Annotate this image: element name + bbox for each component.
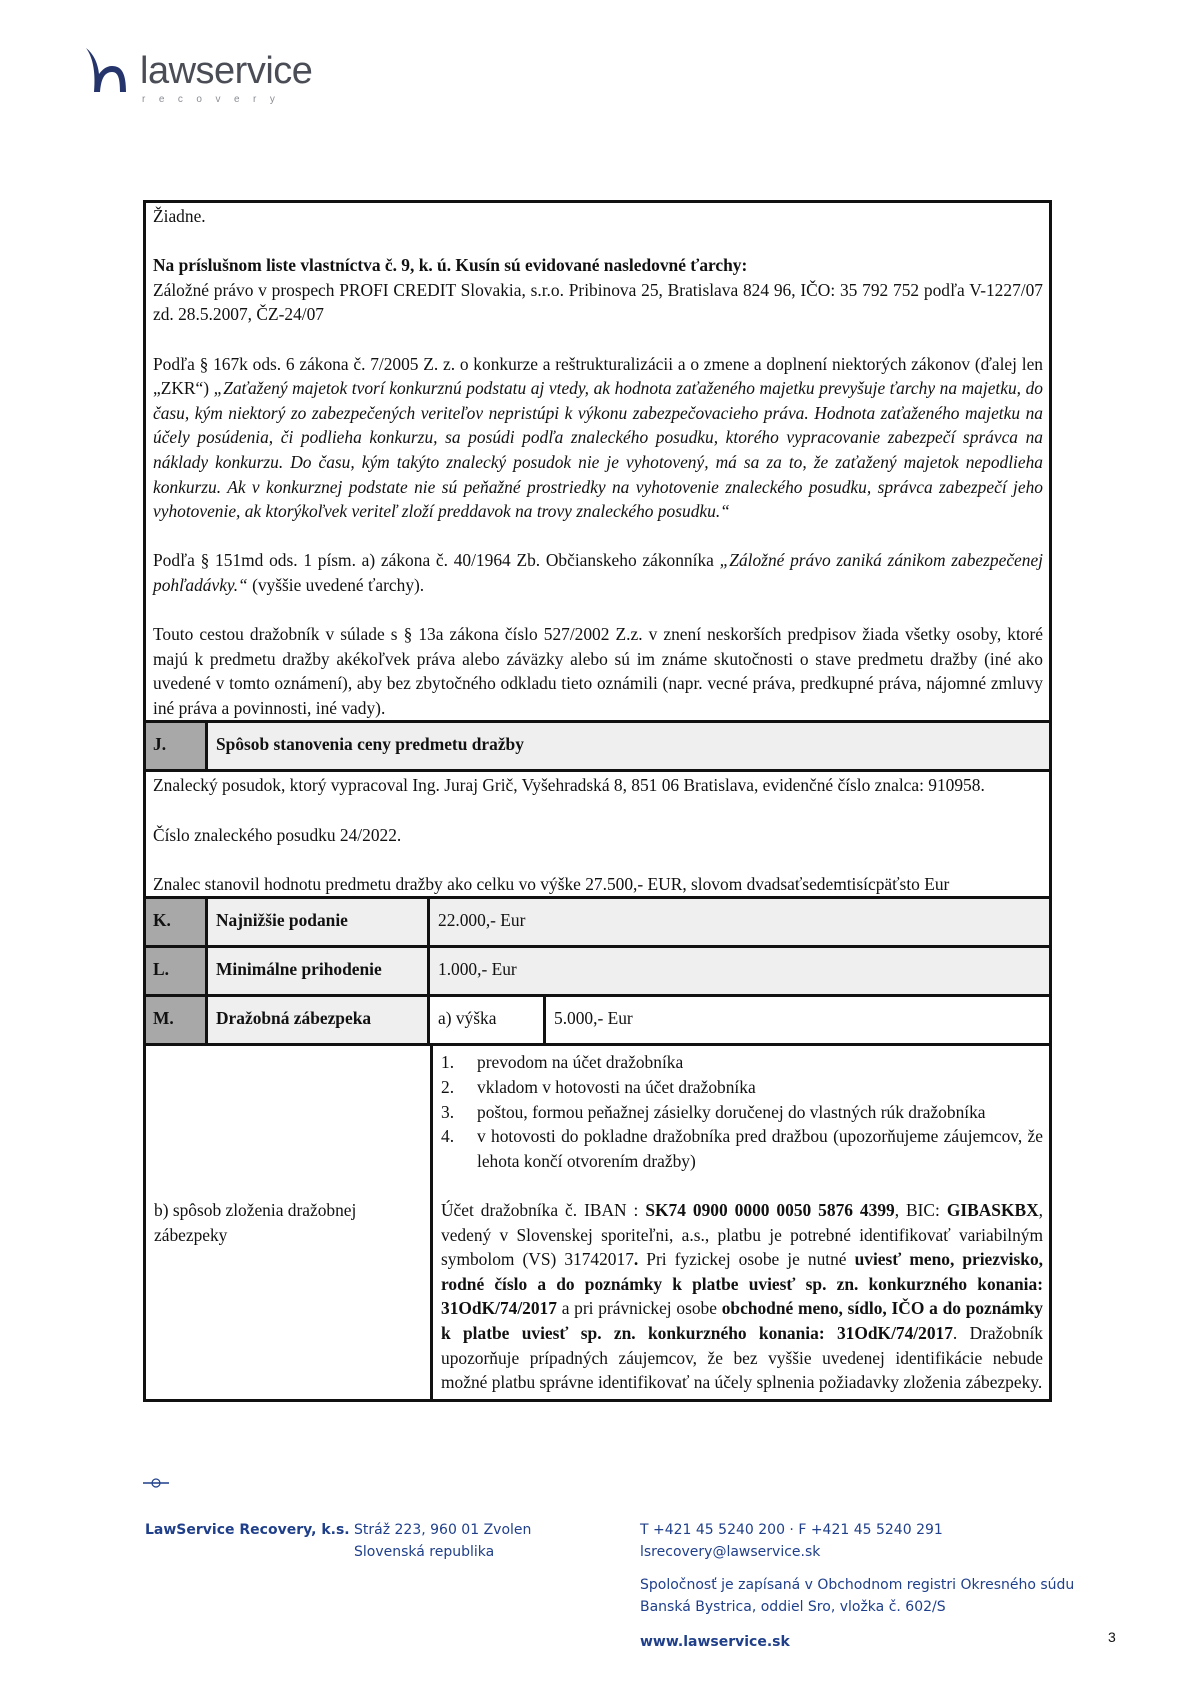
- logo-wordmark: lawservice: [140, 50, 313, 92]
- section-label: L.: [146, 948, 208, 994]
- section-label: K.: [146, 899, 208, 945]
- min-increment-value: 1.000,- Eur: [430, 948, 1049, 994]
- lawservice-logo-icon: [82, 46, 132, 102]
- encumbrances-heading: Na príslušnom liste vlastníctva č. 9, k. ú. Kusín sú evidované nasledovné ťarchy:: [153, 255, 748, 276]
- section-l-row: [146, 945, 1049, 994]
- list-item: 2. vkladom v hotovosti na účet dražobníka: [441, 1077, 756, 1098]
- footer-address: Stráž 223, 960 01 Zvolen Slovenská republika: [354, 1522, 532, 1560]
- list-item: 1. prevodom na účet dražobníka: [441, 1052, 684, 1073]
- zkr-paragraph: Podľa § 167k ods. 6 zákona č. 7/2005 Z. z. o konkurze a reštrukturalizácii a o zmene a doplnení niektorých zákonov (ďalej len „ZKR“) „Zaťažený majetok tvorí konkurznú podstatu aj vtedy, ak hodnota zaťaženého majetku prevyšuje ťarchy na majetku, do času, kým niektorý zo zabezpečených veriteľov nepristúpi k výkonu zabezpečovacieho práva. Hodnota zaťaženého majetku na účely posúdenia, či podlieha konkurzu, sa posúdi podľa znaleckého posudku, ktorého vypracovanie zabezpečí správca na náklady konkurzu. Do času, kým takýto znalecký posudok nie je vyhotovený, má sa za to, že zaťažený majetok nepodlieha konkurzu. Ak v konkurznej podstate nie sú peňažné prostriedky na vyhotovenie znaleckého posudku, správca zabezpečí jeho vyhotovenie, ak ktorýkoľvek veriteľ zloží preddavok na trovy znaleckého posudku.“: [153, 353, 1044, 522]
- footer-contact: [640, 1519, 943, 1563]
- logo-tagline: recovery: [142, 94, 289, 105]
- page-number: 3: [1108, 1629, 1116, 1645]
- field-name: Najnižšie podanie: [208, 899, 430, 945]
- company-logo: [82, 42, 342, 112]
- deposit-method-list: [441, 1050, 1043, 1173]
- footer-company: LawService Recovery, k.s.: [145, 1522, 350, 1538]
- auction-notice-table: [143, 200, 1052, 1402]
- section-j-header: [146, 720, 1049, 769]
- lowest-bid-value: 22.000,- Eur: [430, 899, 1049, 945]
- notice-paragraph: Touto cestou dražobník v súlade s § 13a zákona číslo 527/2002 Z.z. v znení neskorších predpisov žiada všetky osoby, ktoré majú k predmetu dražby akékoľvek práva alebo záväzky alebo sú im známe skutočnosti o stave predmetu dražby (iné ako uvedené v tomto oznámení), aby bez zbytočného odkladu tieto oznámili (napr. vecné práva, predkupné práva, nájomné zmluvy iné práva a povinnosti, iné vady).: [153, 624, 1043, 718]
- bank-account-paragraph: Účet dražobníka č. IBAN : SK74 0900 0000 0050 5876 4399, BIC: GIBASKBX, vedený v Slovenskej sporiteľni, a.s., platbu je potrebné identifikovať variabilným symbolom (VS) 31742017. Pri fyzickej osobe je nutné uviesť meno, priezvisko, rodné číslo a do poznámky k platbe uviesť sp. zn. konkurzného konania: 31OdK/74/2017 a pri právnickej osobe obchodné meno, sídlo, IČO a do poznámky k platbe uviesť sp. zn. konkurzného konania: 31OdK/74/2017. Dražobník upozorňuje prípadných záujemcov, že bez vyššie uvedenej identifikácie nebude možné platbu správne identifikovať na účely splnenia požiadavky zloženia zábezpeky.: [441, 1200, 1044, 1393]
- deposit-amount-value: 5.000,- Eur: [546, 997, 1049, 1043]
- none-text: Žiadne.: [153, 206, 206, 226]
- field-name: Dražobná zábezpeka: [208, 997, 430, 1043]
- deposit-method-details: [433, 1046, 1049, 1398]
- section-title: Spôsob stanovenia ceny predmetu dražby: [208, 723, 1049, 769]
- footer-website-link[interactable]: www.lawservice.sk: [640, 1634, 790, 1650]
- field-name: Minimálne prihodenie: [208, 948, 430, 994]
- deposit-method-label: b) spôsob zloženia dražobnej zábezpeky: [146, 1046, 433, 1398]
- footer-logo-mark-icon: [143, 1476, 169, 1490]
- section-label: J.: [146, 723, 208, 769]
- deposit-amount-label: a) výška: [430, 997, 546, 1043]
- section-k-row: [146, 896, 1049, 945]
- footer-email[interactable]: lsrecovery@lawservice.sk: [640, 1544, 821, 1560]
- page-footer: [0, 1476, 1189, 1676]
- section-label: M.: [146, 997, 208, 1043]
- encumbrances-section: [146, 203, 1049, 720]
- civil-code-paragraph: Podľa § 151md ods. 1 písm. a) zákona č. 40/1964 Zb. Občianskeho zákonníka „Záložné právo zaniká zánikom zabezpečenej pohľadávky.“ (vyššie uvedené ťarchy).: [153, 550, 1044, 595]
- list-item: 4. v hotovosti do pokladne dražobníka pred dražbou (upozorňujeme záujemcov, že lehota končí otvorením dražby): [441, 1126, 1043, 1171]
- valuation-text: Znalec stanovil hodnotu predmetu dražby ako celku vo výške 27.500,- EUR, slovom dvadsaťsedemtisícpäťsto Eur: [153, 873, 950, 894]
- section-m-row: [146, 994, 1049, 1043]
- footer-phone: T +421 45 5240 200 · F +421 45 5240 291: [640, 1522, 943, 1538]
- list-item: 3. poštou, formou peňažnej zásielky doručenej do vlastných rúk dražobníka: [441, 1101, 986, 1122]
- deposit-method-row: [146, 1043, 1049, 1398]
- footer-registration: Spoločnosť je zapísaná v Obchodnom registri Okresného súdu Banská Bystrica, oddiel Sro, vložka č. 602/S: [640, 1577, 1075, 1615]
- section-j-body: [146, 769, 1049, 896]
- report-number-text: Číslo znaleckého posudku 24/2022.: [153, 824, 402, 845]
- expert-report-text: Znalecký posudok, ktorý vypracoval Ing. Juraj Grič, Vyšehradská 8, 851 06 Bratislava, evidenčné číslo znalca: 910958.: [153, 775, 985, 796]
- encumbrance-line: Záložné právo v prospech PROFI CREDIT Slovakia, s.r.o. Pribinova 25, Bratislava 824 96, IČO: 35 792 752 podľa V-1227/07 zd. 28.5.2007, ČZ-24/07: [153, 279, 1043, 325]
